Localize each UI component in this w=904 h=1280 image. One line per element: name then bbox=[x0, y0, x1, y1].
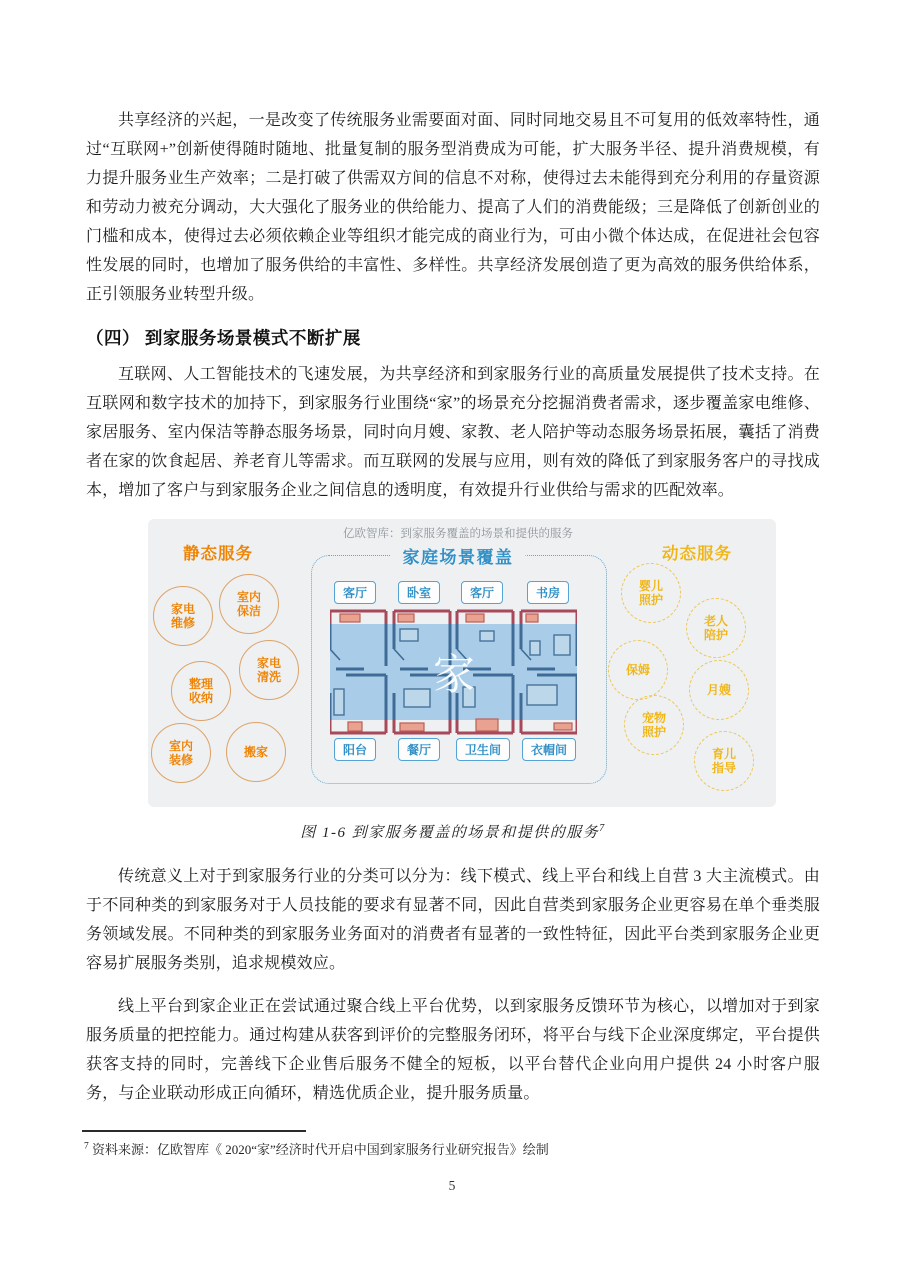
static-service-label: 搬家 bbox=[243, 744, 268, 759]
home-scene-header: 家庭场景覆盖 bbox=[391, 543, 526, 568]
static-service-item bbox=[151, 723, 211, 783]
room-label: 餐厅 bbox=[398, 738, 440, 761]
static-service-label: 家电清洗 bbox=[256, 655, 281, 684]
room-label: 客厅 bbox=[334, 581, 376, 604]
figure-caption-text: 图 1-6 到家服务覆盖的场景和提供的服务 bbox=[300, 825, 600, 841]
paragraph-classification: 传统意义上对于到家服务行业的分类可以分为：线下模式、线上平台和线上自营 3 大主流模式。由于不同种类的到家服务对于人员技能的要求有显著不同，因此自营类到家服务企业更容易在单个垂类服务领域发展。不同种类的到家服务业务面对的消费者有显著的一致性特征，因此平台类到家服务企业更容易扩展服务类别，追求规模效应。 bbox=[86, 868, 820, 972]
static-service-label: 室内保洁 bbox=[236, 589, 261, 618]
footnote-divider bbox=[82, 1130, 306, 1132]
dynamic-service-label: 保姆 bbox=[625, 662, 650, 677]
static-service-item bbox=[153, 586, 213, 646]
dynamic-service-item bbox=[689, 660, 749, 720]
room-label: 书房 bbox=[527, 581, 569, 604]
dynamic-service-item bbox=[608, 640, 668, 700]
dynamic-service-label: 婴儿照护 bbox=[638, 578, 663, 607]
paragraph-online-platform: 线上平台到家企业正在尝试通过聚合线上平台优势，以到家服务反馈环节为核心，以增加对于到家服务质量的把控能力。通过构建从获客到评价的完整服务闭环，将平台与线下企业深度绑定，平台提供获客支持的同时，完善线下企业售后服务不健全的短板，以平台替代企业向用户提供 24 小时客户服务，与企业联动形成正向循环，精选优质企业，提升服务质量。 bbox=[86, 998, 820, 1102]
footnote-marker: 7 bbox=[84, 1141, 89, 1152]
static-service-item bbox=[171, 661, 231, 721]
section-heading: （四） 到家服务场景模式不断扩展 bbox=[86, 328, 361, 348]
static-service-label: 家电维修 bbox=[170, 601, 195, 630]
dynamic-services-header: 动态服务 bbox=[662, 545, 732, 563]
static-services-header: 静态服务 bbox=[183, 545, 253, 563]
page-number: 5 bbox=[448, 1178, 456, 1193]
dynamic-service-item bbox=[686, 598, 746, 658]
footnote-text bbox=[84, 1139, 824, 1158]
figure-caption bbox=[86, 821, 820, 842]
room-label: 衣帽间 bbox=[522, 738, 576, 761]
figure-source-label: 亿欧智库：到家服务覆盖的场景和提供的服务 bbox=[343, 528, 573, 540]
paragraph-internet-ai: 互联网、人工智能技术的飞速发展，为共享经济和到家服务行业的高质量发展提供了技术支持。在互联网和数字技术的加持下，到家服务行业围绕“家”的场景充分挖掘消费者需求，逐步覆盖家电维修、家居服务、室内保洁等静态服务场景，同时向月嫂、家教、老人陪护等动态服务场景拓展，囊括了消费者在家的饮食起居、养老育儿等需求。而互联网的发展与应用，则有效的降低了到家服务客户的寻找成本，增加了客户与到家服务企业之间信息的透明度，有效提升行业供给与需求的匹配效率。 bbox=[86, 366, 820, 499]
dynamic-service-label: 育儿指导 bbox=[711, 746, 736, 775]
floorplan-graphic bbox=[330, 609, 577, 736]
dynamic-service-item bbox=[621, 563, 681, 623]
dynamic-service-item bbox=[624, 695, 684, 755]
figure-caption-footnote-marker: 7 bbox=[599, 823, 606, 834]
paragraph-sharing-economy: 共享经济的兴起，一是改变了传统服务业需要面对面、同时同地交易且不可复用的低效率特性，通过“互联网+”创新使得随时随地、批量复制的服务型消费成为可能，扩大服务半径、提升消费规模，有力提升服务业生产效率；二是打破了供需双方间的信息不对称，使得过去未能得到充分利用的存量资源和劳动力被充分调动，大大强化了服务业的供给能力、提高了人们的消费能级；三是降低了创新创业的门槛和成本，使得过去必须依赖企业等组织才能完成的商业行为，可由小微个体达成，在促进社会包容性发展的同时，也增加了服务供给的丰富性、多样性。共享经济发展创造了更为高效的服务供给体系，正引领服务业转型升级。 bbox=[86, 112, 820, 303]
figure-home-services bbox=[148, 519, 776, 807]
dynamic-service-label: 月嫂 bbox=[706, 682, 731, 697]
home-character: 家 bbox=[432, 651, 476, 698]
dynamic-service-label: 老人陪护 bbox=[703, 613, 728, 642]
room-label: 阳台 bbox=[334, 738, 376, 761]
static-service-item bbox=[219, 574, 279, 634]
static-service-label: 室内装修 bbox=[168, 738, 193, 767]
room-label: 卫生间 bbox=[456, 738, 510, 761]
footnote bbox=[84, 1130, 824, 1158]
room-label: 客厅 bbox=[461, 581, 503, 604]
static-service-label: 整理收纳 bbox=[188, 676, 213, 705]
room-label: 卧室 bbox=[398, 581, 440, 604]
static-service-item bbox=[226, 722, 286, 782]
dynamic-service-label: 宠物照护 bbox=[641, 710, 666, 739]
dynamic-service-item bbox=[694, 731, 754, 791]
footnote-body: 资料来源：亿欧智库《 2020“家”经济时代开启中国到家服务行业研究报告》绘制 bbox=[88, 1142, 549, 1157]
static-service-item bbox=[239, 640, 299, 700]
